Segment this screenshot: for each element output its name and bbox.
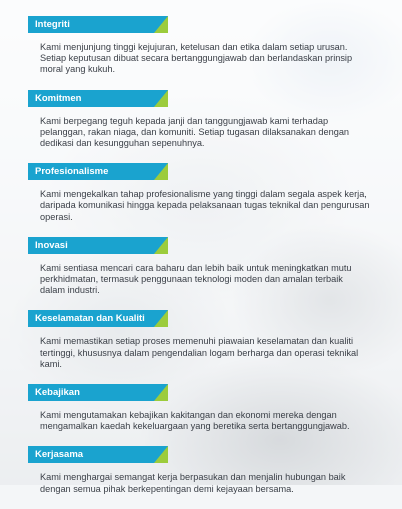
values-list xyxy=(28,16,378,509)
accent-triangle xyxy=(154,90,168,107)
value-keselamatan-dan-kualiti xyxy=(28,310,378,370)
value-komitmen xyxy=(28,90,378,150)
value-title: Inovasi xyxy=(35,239,68,251)
accent-triangle xyxy=(154,237,168,254)
accent-triangle xyxy=(154,163,168,180)
value-description: Kami menjunjung tinggi kejujuran, ketelusan dan etika dalam setiap urusan. Setiap keputusan dibuat secara bertanggungjawab dan berlandaskan prinsip moral yang kukuh. xyxy=(40,42,353,75)
value-heading-bar xyxy=(28,237,168,254)
value-title: Keselamatan dan Kualiti xyxy=(35,313,145,325)
value-title: Komitmen xyxy=(35,92,82,104)
value-description: Kami memastikan setiap proses memenuhi piawaian keselamatan dan kualiti tertinggi, khususnya dalam pengendalian logam berharga dan operasi teknikal kami. xyxy=(40,336,359,369)
value-heading-bar xyxy=(28,310,168,327)
value-kerjasama xyxy=(28,446,378,494)
value-title: Kerjasama xyxy=(35,449,84,461)
value-kebajikan xyxy=(28,384,378,432)
accent-triangle xyxy=(154,384,168,401)
value-description: Kami mengekalkan tahap profesionalisme yang tinggi dalam segala aspek kerja, daripada komunikasi hingga kepada pelaksanaan tugas teknikal dan pengurusan operasi. xyxy=(40,189,370,222)
value-heading-bar xyxy=(28,16,168,33)
accent-triangle xyxy=(154,446,168,463)
value-heading-bar xyxy=(28,90,168,107)
value-heading-bar xyxy=(28,384,168,401)
value-heading-bar xyxy=(28,163,168,180)
value-integriti xyxy=(28,16,378,76)
value-title: Kebajikan xyxy=(35,387,80,399)
value-profesionalisme xyxy=(28,163,378,223)
value-heading-bar xyxy=(28,446,168,463)
value-description: Kami berpegang teguh kepada janji dan tanggungjawab kami terhadap pelanggan, rakan niaga, dan komuniti. Setiap tugasan dilaksanakan dengan dedikasi dan kesungguhan sepenuhnya. xyxy=(40,115,350,149)
value-title: Profesionalisme xyxy=(35,166,109,178)
accent-triangle xyxy=(154,16,168,33)
value-description: Kami sentiasa mencari cara baharu dan lebih baik untuk meningkatkan mutu perkhidmatan, termasuk penggunaan teknologi moden dan amalan terbaik dalam industri. xyxy=(40,262,352,296)
accent-triangle xyxy=(154,310,168,327)
value-description: Kami mengutamakan kebajikan kakitangan dan ekonomi mereka dengan mengamalkan kaedah kekeluargaan yang beretika serta bertanggungjawab. xyxy=(40,410,350,432)
value-title: Integriti xyxy=(35,19,70,30)
value-description: Kami menghargai semangat kerja berpasukan dan menjalin hubungan baik dengan semua pihak berkepentingan demi kejayaan bersama. xyxy=(40,472,346,494)
value-inovasi xyxy=(28,237,378,297)
